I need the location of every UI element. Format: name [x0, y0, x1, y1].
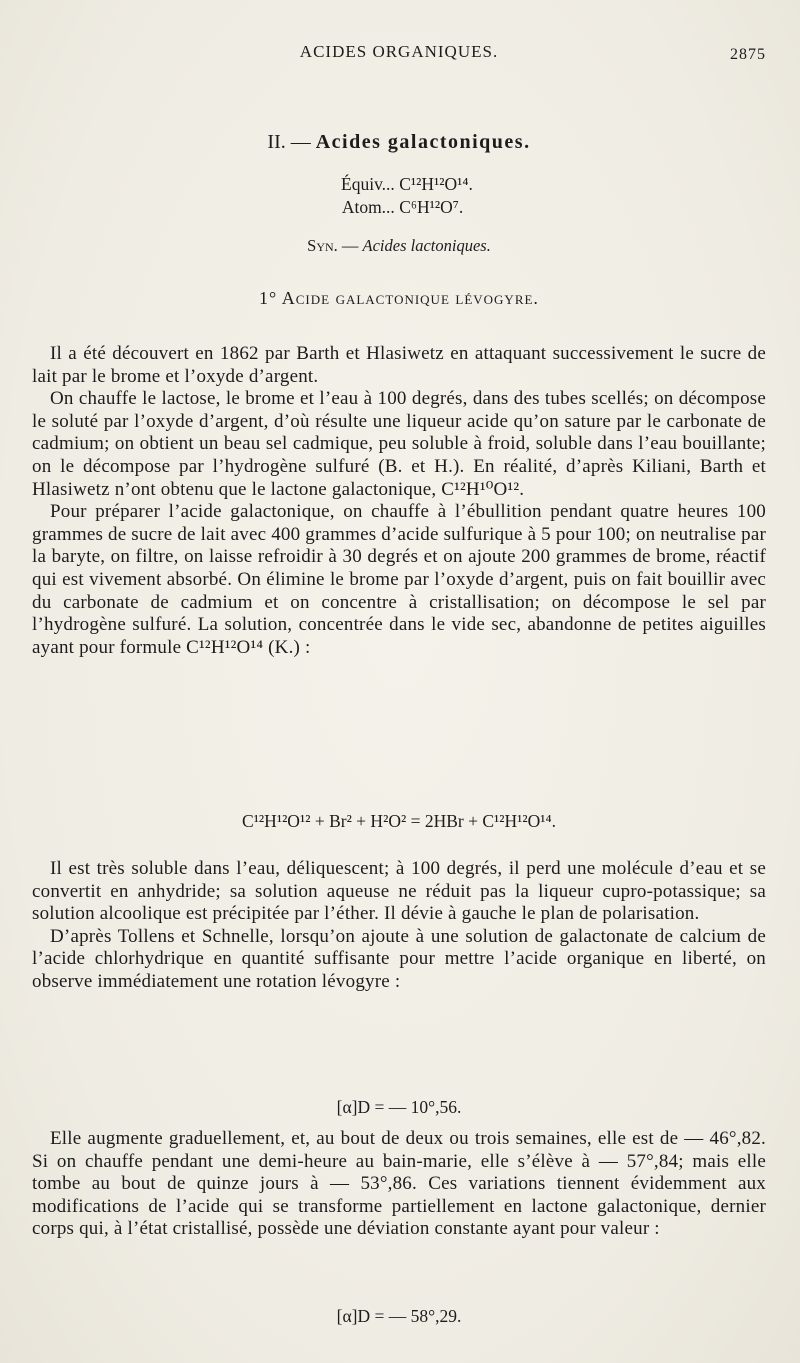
section-title: Acides galactoniques.: [315, 131, 531, 153]
atomic-formula-line: [32, 197, 766, 218]
paragraph-properties: Il est très soluble dans l’eau, déliquescent; à 100 degrés, il perd une molécule d’eau et se convertit en anhydride; sa solution aqueuse ne réduit pas la liqueur cupro-potassique; sa solution alcoolique est précipitée par l’éther. Il dévie à gauche le plan de polarisation.: [32, 858, 766, 925]
paragraph-tollens: D’après Tollens et Schnelle, lorsqu’on ajoute à une solution de galactonate de calcium de l’acide chlorhydrique en quantité suffisante pour mettre l’acide organique en liberté, on observe immédiatement une rotation lévogyre :: [32, 925, 766, 992]
paragraph-variation: Elle augmente graduellement, et, au bout de deux ou trois semaines, elle est de — 46°,82. Si on chauffe pendant une demi-heure au bain-marie, elle s’élève à — 57°,84; mais elle tombe au bout de quinze jours à — 53°,86. Ces variations tiennent évidemment aux modifications de l’acide qui se transforme partiellement en lactone galactonique, dernier corps qui, à l’état cristallisé, possède une déviation constante ayant pour valeur :: [32, 1128, 766, 1240]
body-block-2: [32, 858, 766, 994]
syn-text: Acides lactoniques.: [362, 236, 491, 255]
equivalent-formula-line: [32, 174, 766, 195]
atom-formula: C⁶H¹²O⁷.: [399, 197, 464, 217]
running-title: ACIDES ORGANIQUES.: [299, 42, 499, 61]
section-number: II. —: [267, 131, 311, 153]
body-block-1: [32, 343, 766, 659]
syn-label: Syn.: [307, 236, 338, 255]
body-block-3: [32, 1128, 766, 1241]
running-header: [32, 42, 766, 66]
page-number: 2875: [730, 46, 766, 63]
paragraph-lactose: On chauffe le lactose, le brome et l’eau à 100 degrés, dans des tubes scellés; on décompose le soluté par l’oxyde d’argent, d’où résulte une liqueur acide qu’on sature par le carbonate de cadmium; on obtient un beau sel cadmique, peu soluble à froid, soluble dans l’eau bouillante; on le décompose par l’hydrogène sulfuré (B. et H.). En réalité, d’après Kiliani, Barth et Hlasiwetz n’ont obtenu que le lactone galactonique, C¹²H¹⁰O¹².: [32, 388, 766, 500]
synonym-line: Syn. — Acides lactoniques.: [307, 236, 491, 255]
equation-rotation-1: [α]D = — 10°,56.: [336, 1097, 462, 1117]
equation-reaction: C¹²H¹²O¹² + Br² + H²O² = 2HBr + C¹²H¹²O¹⁴.: [242, 811, 556, 831]
paragraph-preparation: Pour préparer l’acide galactonique, on chauffe à l’ébullition pendant quatre heures 100 grammes de sucre de lait avec 400 grammes d’acide sulfurique à 5 pour 100; on neutralise par la baryte, on filtre, on laisse refroidir à 30 degrés et on ajoute 200 grammes de brome, réactif qui est vivement absorbé. On élimine le brome par l’oxyde d’argent, puis on fait bouillir avec du carbonate de cadmium et on concentre à cristallisation; on décompose le sel par l’hydrogène sulfuré. La solution, concentrée dans le vide sec, abandonne de petites aiguilles ayant pour formule C¹²H¹²O¹⁴ (K.) :: [32, 501, 766, 658]
equiv-label: Équiv...: [341, 174, 395, 194]
subsection-title: 1° Acide galactonique lévogyre.: [259, 288, 539, 308]
atom-label: Atom...: [341, 197, 395, 217]
paragraph-discovery: Il a été découvert en 1862 par Barth et Hlasiwetz en attaquant successivement le sucre de lait par le brome et l’oxyde d’argent.: [32, 343, 766, 387]
equiv-formula: C¹²H¹²O¹⁴.: [399, 174, 473, 194]
equation-rotation-2: [α]D = — 58°,29.: [336, 1306, 462, 1326]
section-heading: [32, 131, 766, 154]
